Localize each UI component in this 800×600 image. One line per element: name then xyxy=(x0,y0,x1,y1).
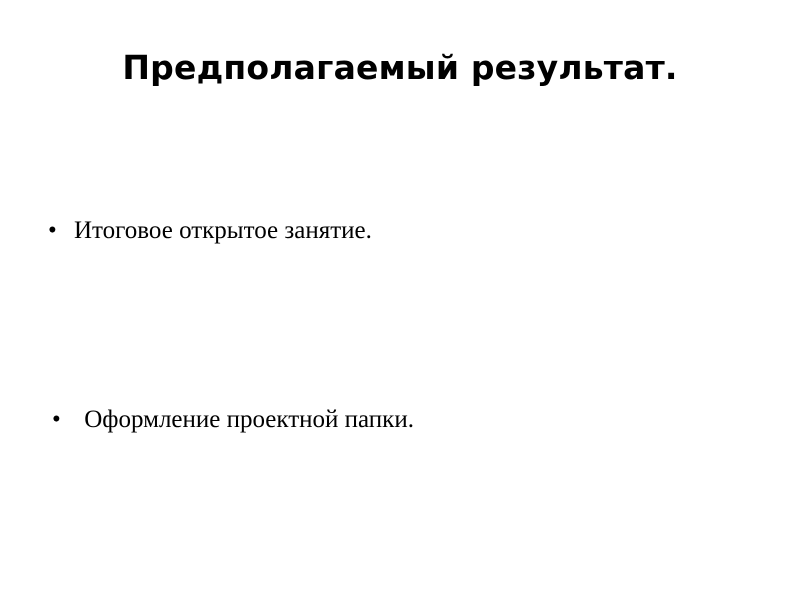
bullet-icon: • xyxy=(48,216,57,244)
list-item xyxy=(40,140,760,321)
list-item-label: Оформление проектной папки. xyxy=(78,405,414,433)
list-item xyxy=(40,329,760,510)
bullet-icon: • xyxy=(52,405,61,433)
list-item-label: Итоговое открытое занятие. xyxy=(74,216,372,244)
page-title: Предполагаемый результат. xyxy=(122,48,678,87)
bullet-list xyxy=(40,140,760,519)
